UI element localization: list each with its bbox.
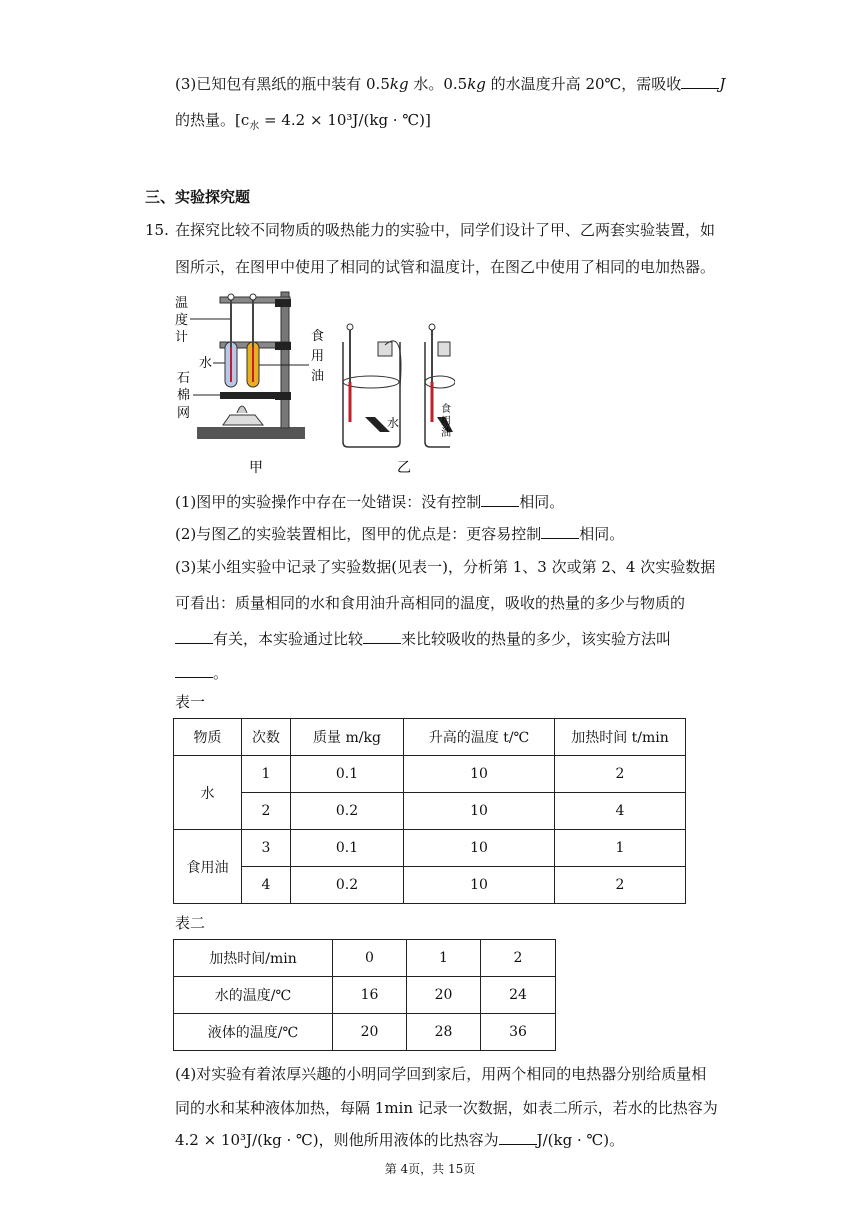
table-cell: 4 [555, 793, 686, 830]
q15-part3-line2: 可看出：质量相同的水和食用油升高相同的温度，吸收的热量的多少与物质的 [175, 594, 686, 612]
q15-intro-line1: 在探究比较不同物质的吸热能力的实验中，同学们设计了甲、乙两套实验装置，如 [175, 221, 716, 239]
table-row [174, 756, 686, 793]
table-two [173, 939, 556, 1051]
caption-b: 乙 [397, 460, 411, 476]
label-thermometer-2: 度 [175, 313, 189, 328]
label-oil-b-3: 油 [441, 428, 451, 439]
table-cell: 液体的温度/℃ [174, 1014, 333, 1051]
table-header-cell: 物质 [174, 719, 242, 756]
label-oil-1: 食 [311, 329, 325, 344]
table-cell: 0.1 [291, 830, 404, 867]
answer-blank[interactable] [363, 629, 401, 644]
q15-part4-line1: (4)对实验有着浓厚兴趣的小明同学回到家后，用两个相同的电热器分别给质量相 [175, 1065, 707, 1083]
table-cell: 水的温度/℃ [174, 977, 333, 1014]
table-cell: 1 [407, 940, 481, 977]
label-thermometer-3: 计 [175, 330, 189, 345]
table-cell: 0 [333, 940, 407, 977]
group-cell-oil: 食用油 [174, 830, 242, 904]
table-cell: 1 [242, 756, 291, 793]
section-title: 三、实验探究题 [145, 188, 251, 206]
question-number: 15. [145, 221, 169, 239]
label-gauze-2: 棉 [177, 388, 191, 403]
label-gauze-3: 网 [177, 406, 191, 421]
table-cell: 20 [333, 1014, 407, 1051]
experiment-figure [175, 287, 455, 477]
group-cell-water: 水 [174, 756, 242, 830]
apparatus-diagram [175, 287, 455, 477]
answer-blank[interactable] [175, 629, 213, 644]
answer-blank[interactable] [481, 492, 519, 507]
table2-title: 表二 [175, 914, 206, 932]
table-row [174, 867, 686, 904]
table-cell: 加热时间/min [174, 940, 333, 977]
table-cell: 28 [407, 1014, 481, 1051]
table-row [174, 793, 686, 830]
table-cell: 20 [407, 977, 481, 1014]
q14-part3-line1: (3)已知包有黑纸的瓶中装有 0.5kg 水。0.5kg 的水温度升高 20℃，需吸收 J [175, 75, 726, 93]
table-cell: 10 [404, 793, 555, 830]
table-cell: 0.1 [291, 756, 404, 793]
table-row [174, 830, 686, 867]
table-cell: 1 [555, 830, 686, 867]
label-water: 水 [199, 356, 213, 371]
table-cell: 3 [242, 830, 291, 867]
table-cell: 0.2 [291, 793, 404, 830]
label-oil-2: 用 [311, 349, 325, 364]
q15-part2: (2)与图乙的实验装置相比，图甲的优点是：更容易控制 相同。 [175, 525, 625, 543]
table-header-cell: 质量 m/kg [291, 719, 404, 756]
table-header-row [174, 719, 686, 756]
answer-blank[interactable] [681, 74, 719, 89]
table-cell: 16 [333, 977, 407, 1014]
table-cell: 2 [555, 867, 686, 904]
label-oil-b-2: 用 [441, 416, 451, 427]
q15-part3-line3: 有关，本实验通过比较 来比较吸收的热量的多少，该实验方法叫 [175, 629, 671, 649]
q14-part3-line2: 的热量。[$c_水 = 4.2 \times 10^3J/(kg$ · ℃)] [175, 111, 431, 132]
label-water-b: 水 [387, 416, 400, 430]
table-one [173, 718, 686, 904]
table-cell: 2 [555, 756, 686, 793]
table-header-cell: 加热时间 t/min [555, 719, 686, 756]
table-header-cell: 升高的温度 t/℃ [404, 719, 555, 756]
caption-a: 甲 [249, 460, 263, 476]
table-cell: 4 [242, 867, 291, 904]
table-row [174, 940, 556, 977]
table-cell: 10 [404, 830, 555, 867]
answer-blank[interactable] [175, 663, 213, 678]
table-cell: 36 [481, 1014, 556, 1051]
label-oil-3: 油 [311, 369, 325, 384]
table-header-cell: 次数 [242, 719, 291, 756]
table-row [174, 977, 556, 1014]
table-cell: 10 [404, 867, 555, 904]
q15-part3-line1: (3)某小组实验中记录了实验数据(见表一)，分析第 1、3 次或第 2、4 次实验数据 [175, 558, 716, 576]
table-row [174, 1014, 556, 1051]
table-cell: 0.2 [291, 867, 404, 904]
label-thermometer-1: 温 [175, 296, 189, 311]
q15-part4-line3: 4.2 × 10³J/(kg · ℃)，则他所用液体的比热容为 J/(kg · ℃)。 [175, 1131, 625, 1149]
page-footer: 第 4页，共 15页 [384, 1162, 476, 1176]
q15-intro-line2: 图所示，在图甲中使用了相同的试管和温度计，在图乙中使用了相同的电加热器。 [175, 258, 716, 276]
q15-part1: (1)图甲的实验操作中存在一处错误：没有控制 相同。 [175, 493, 565, 511]
answer-blank[interactable] [541, 524, 579, 539]
table-cell: 10 [404, 756, 555, 793]
table-cell: 24 [481, 977, 556, 1014]
answer-blank[interactable] [499, 1130, 537, 1145]
label-gauze-1: 石 [177, 371, 191, 386]
q15-part3-line4: 。 [175, 663, 228, 683]
table-cell: 2 [481, 940, 556, 977]
table-cell: 2 [242, 793, 291, 830]
q15-part4-line2: 同的水和某种液体加热，每隔 1min 记录一次数据，如表二所示，若水的比热容为 [175, 1099, 718, 1117]
table1-title: 表一 [175, 693, 206, 711]
label-oil-b-1: 食 [441, 404, 451, 415]
